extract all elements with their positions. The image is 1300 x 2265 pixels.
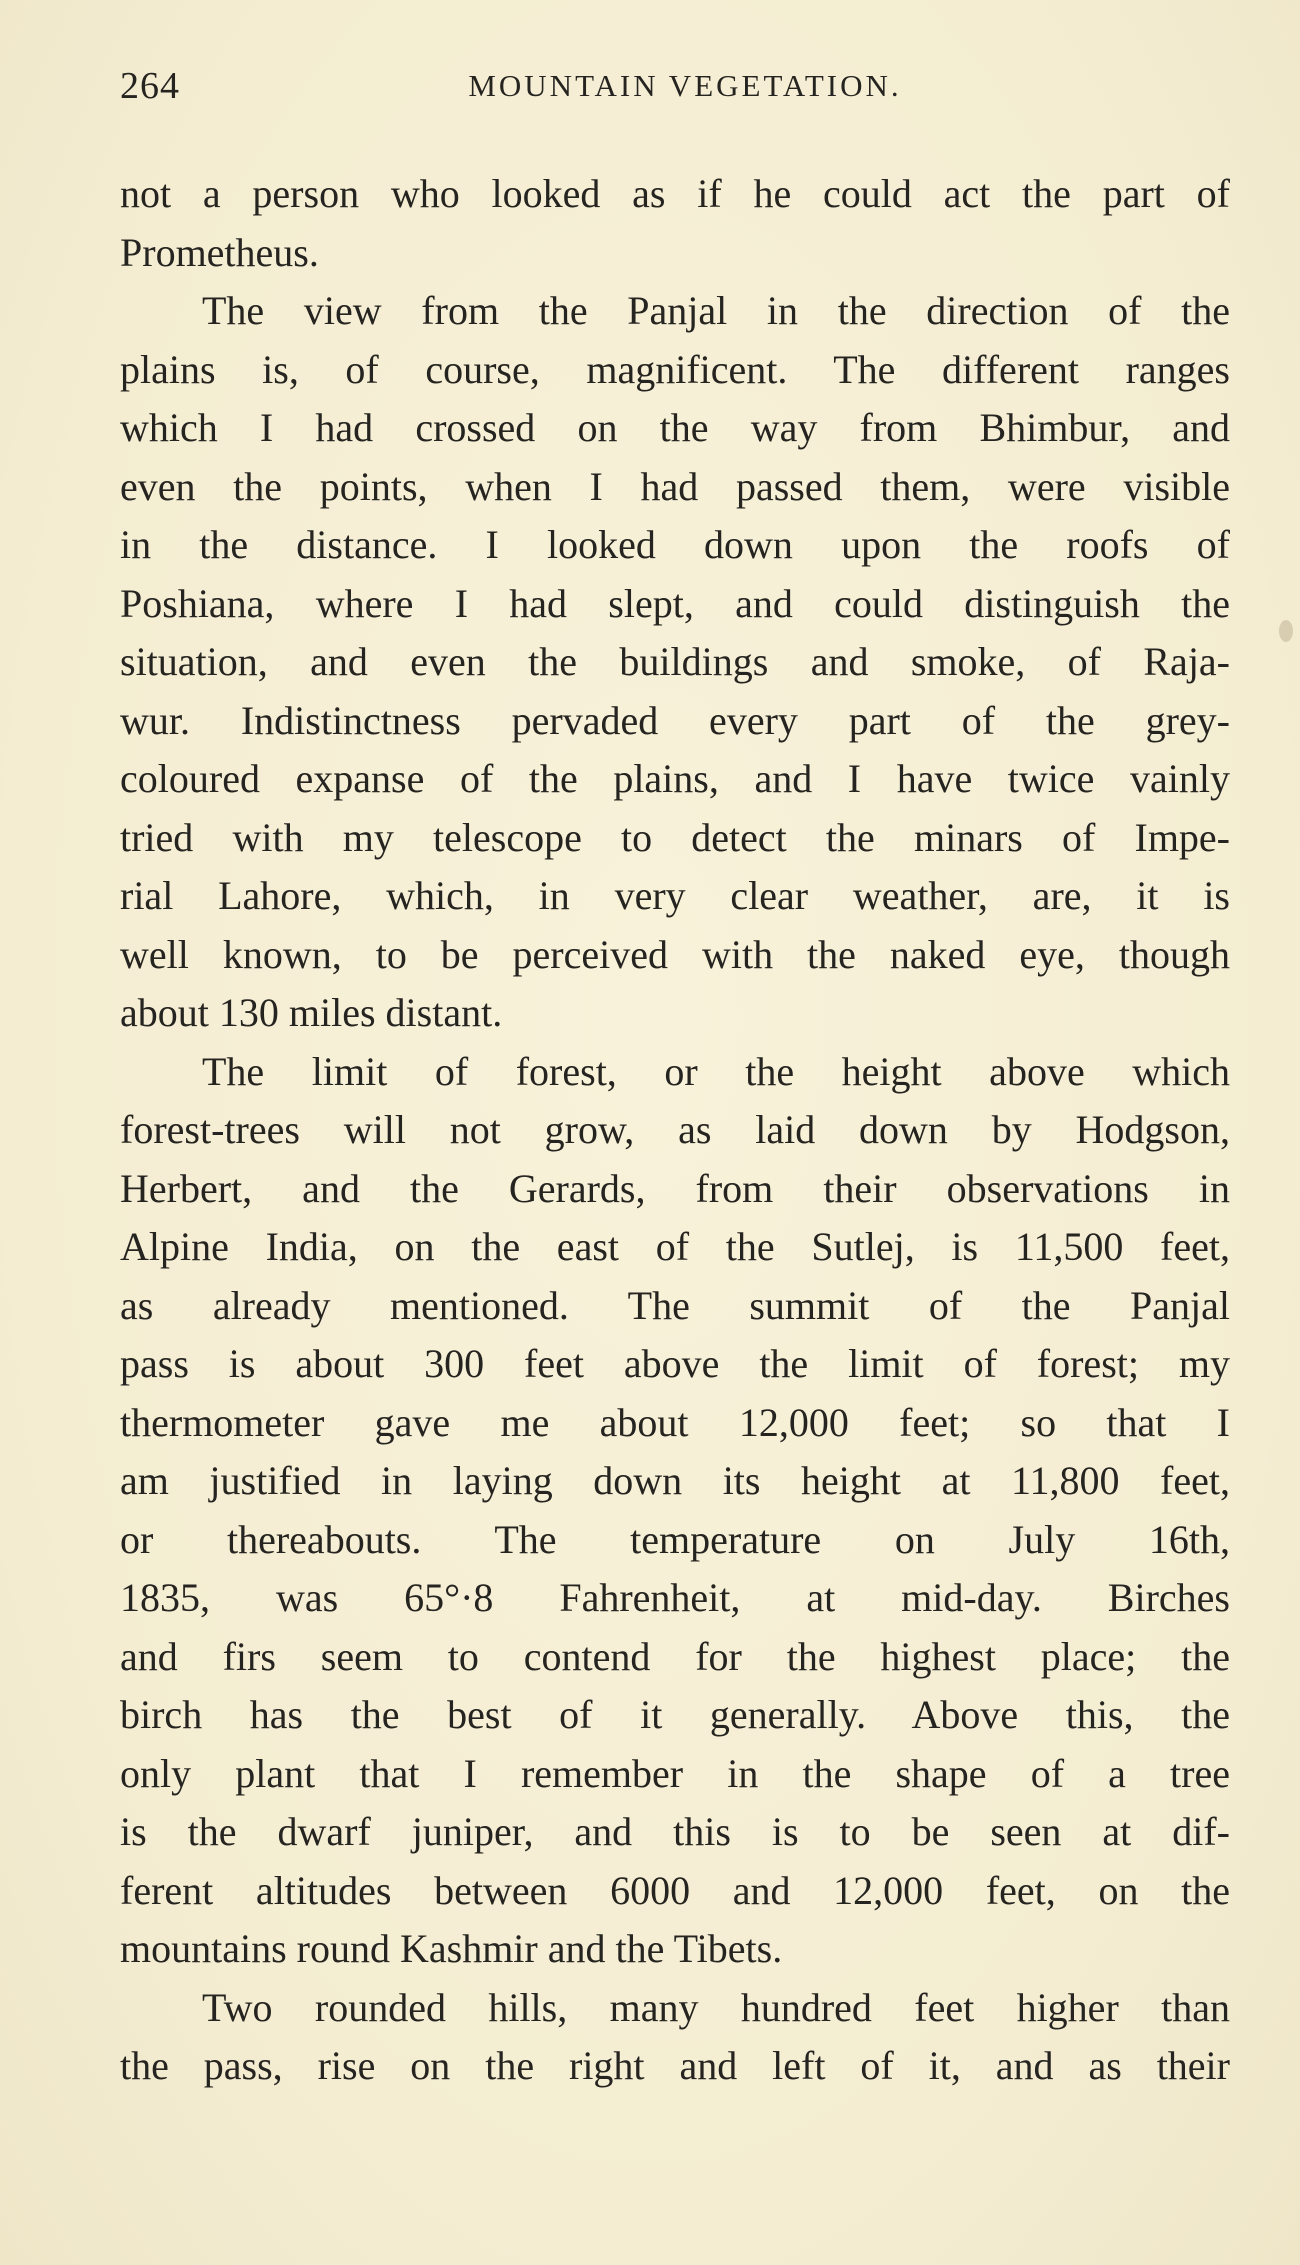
text-line: wur. Indistinctness pervaded every part of the grey- [120,697,1230,743]
text-line: thermometer gave me about 12,000 feet; so that I [120,1399,1230,1445]
page-number: 264 [120,65,180,107]
text-line: plains is, of course, magnificent. The different ranges [120,346,1230,392]
paper-blemish [1279,620,1293,642]
text-line: birch has the best of it generally. Above this, the [120,1692,1230,1737]
text-line: well known, to be perceived with the naked eye, though [120,931,1230,977]
text-line: and firs seem to contend for the highest place; the [120,1633,1230,1679]
text-line: The limit of forest, or the height above which [202,1048,1230,1094]
text-line: not a person who looked as if he could act the part of [120,171,1230,216]
text-line: Poshiana, where I had slept, and could distinguish the [120,580,1230,626]
text-line: Prometheus. [120,229,319,275]
page-header [120,64,1220,114]
text-line: The view from the Panjal in the direction of the [202,288,1230,333]
text-line: in the distance. I looked down upon the roofs of [120,522,1230,567]
text-line: tried with my telescope to detect the minars of Impe- [120,814,1230,860]
text-line: about 130 miles distant. [120,990,503,1035]
text-line: mountains round Kashmir and the Tibets. [120,1926,783,1971]
text-line: is the dwarf juniper, and this is to be seen at dif- [120,1809,1230,1854]
text-line: or thereabouts. The temperature on July 16th, [120,1516,1230,1562]
text-line: Alpine India, on the east of the Sutlej, is 11,500 feet, [120,1224,1230,1269]
text-line: rial Lahore, which, in very clear weather, are, it is [120,873,1230,918]
text-line: Two rounded hills, many hundred feet higher than [202,1984,1230,2030]
body-text [120,165,1230,2096]
text-line: as already mentioned. The summit of the Panjal [120,1282,1230,1328]
text-line: situation, and even the buildings and smoke, of Raja- [120,639,1230,684]
text-line: Herbert, and the Gerards, from their observations in [120,1165,1230,1211]
text-line: even the points, when I had passed them, were visible [120,463,1230,509]
text-line: the pass, rise on the right and left of it, and as their [120,2043,1230,2088]
running-head: MOUNTAIN VEGETATION. [468,68,902,103]
text-line: 1835, was 65°·8 Fahrenheit, at mid-day. Birches [120,1575,1230,1620]
text-line: which I had crossed on the way from Bhimbur, and [120,405,1230,450]
text-line: forest-trees will not grow, as laid down by Hodgson, [120,1107,1230,1152]
text-line: ferent altitudes between 6000 and 12,000 feet, on the [120,1867,1230,1913]
text-line: am justified in laying down its height at 11,800 feet, [120,1458,1230,1503]
text-line: coloured expanse of the plains, and I have twice vainly [120,756,1230,801]
text-line: only plant that I remember in the shape of a tree [120,1750,1230,1796]
text-line: pass is about 300 feet above the limit of forest; my [120,1341,1230,1386]
